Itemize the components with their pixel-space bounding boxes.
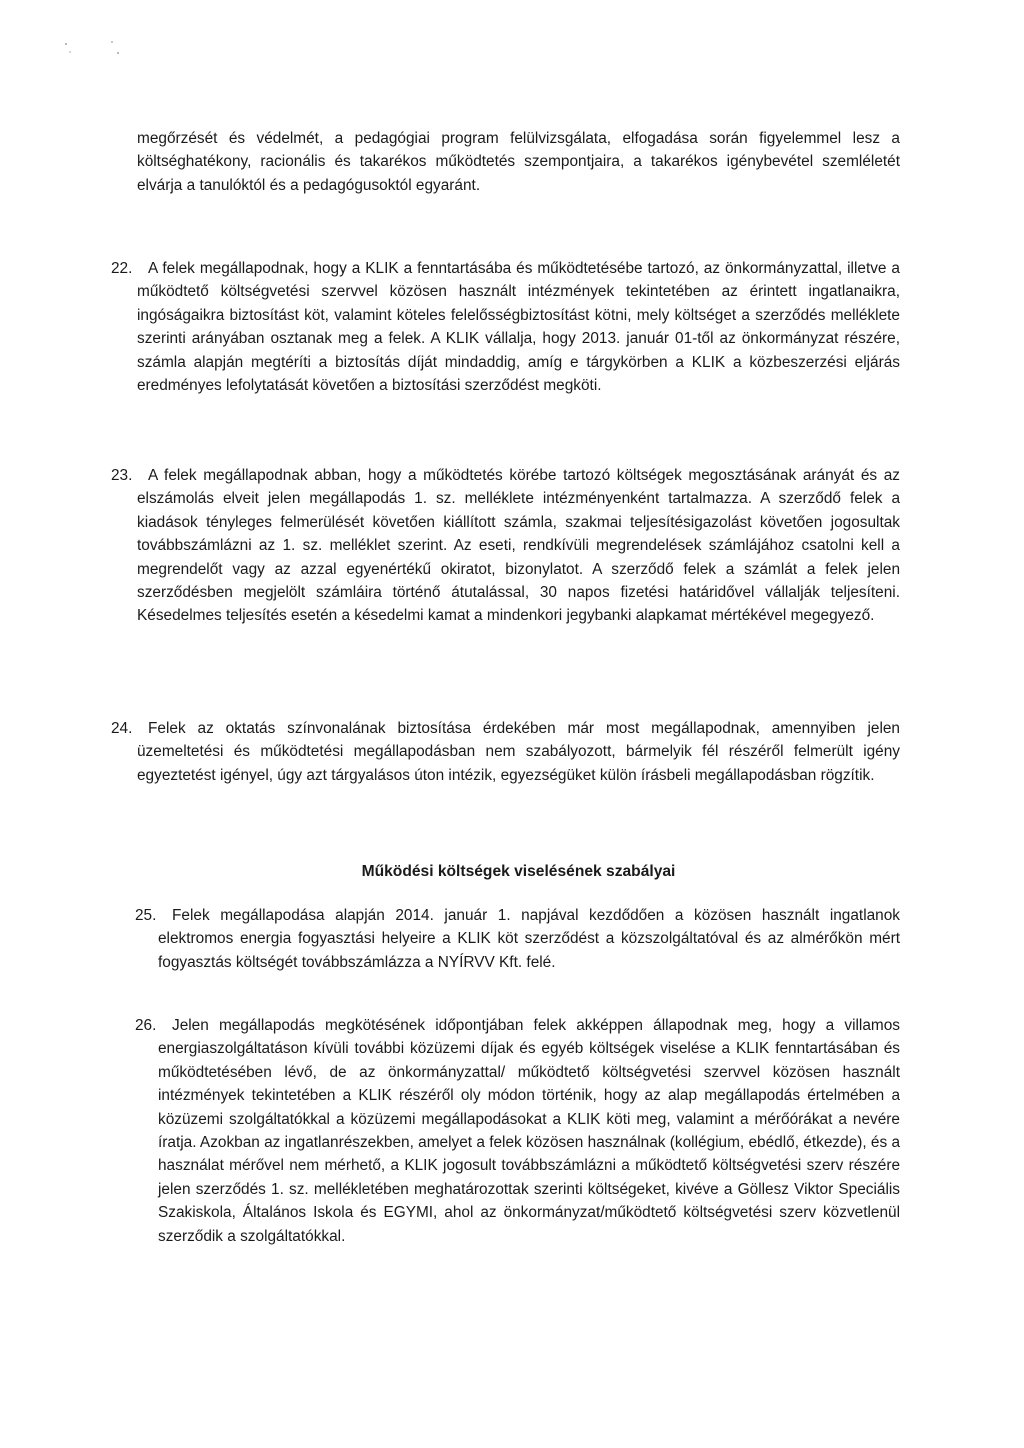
- item-number-22: 22.: [111, 260, 133, 277]
- scan-artifact-marks: [60, 38, 140, 58]
- item-number-24: 24.: [111, 720, 133, 737]
- item-text-26: Jelen megállapodás megkötésének időpontjában felek akképpen állapodnak meg, hogy a villamos energiaszolgáltatáson kívüli további közüzemi díjak és egyéb költségek viselése a KLIK fenntartásában és működtetésében lévő, de az önkormányzattal/ működtető költségvetési szervvel közösen használt intézmények tekintetében a KLIK részéről oly módon történik, hogy az alap megállapodás értelmében a közüzemi szolgáltatókkal a közüzemi megállapodásokat a KLIK köti meg, valamint a mérőórákat a nevére íratja. Azokban az ingatlanrészekben, amelyet a felek közösen használnak (kollégium, ebédlő, étkezde), és a használat mérővel nem mérhető, a KLIK jogosult továbbszámlázni a működtető költségvetési szerv részére jelen szerződés 1. sz. mellékletében meghatározottak szerinti költségeket, kivéve a Göllesz Viktor Speciális Szakiskola, Általános Iskola és EGYMI, ahol az önkormányzat/működtető költségvetési szerv közvetlenül szerződik a szolgáltatókkal.: [158, 1017, 900, 1245]
- item-text-22: A felek megállapodnak, hogy a KLIK a fenntartásába és működtetésébe tartozó, az önkormányzattal, illetve a működtető költségvetési szervvel közösen használt intézmények tekintetében az érintett ingatlanaikra, ingóságaikra biztosítást köt, valamint köteles felelősségbiztosítást kötni, mely költséget a szerződés melléklete szerinti arányában osztanak meg a felek. A KLIK vállalja, hogy 2013. január 01-től az önkormányzat részére, számla alapján megtéríti a biztosítás díját mindaddig, amíg e tárgykörben a KLIK a közbeszerzési eljárás eredményes lefolytatását követően a biztosítási szerződést megköti.: [137, 260, 900, 395]
- section-heading: Működési költségek viselésének szabályai: [361, 863, 676, 880]
- item-text-23: A felek megállapodnak abban, hogy a működtetés körébe tartozó költségek megosztásának arányát és az elszámolás elveit jelen megállapodás 1. sz. melléklete intézményenként tartalmazza. A szerződő felek a kiadások tényleges felmerülését követően kiállított számla, szakmai teljesítésigazolást követően jogosultak továbbszámlázni az 1. sz. melléklet szerint. Az eseti, rendkívüli megrendelések számlájához csatolni kell a megrendelőt vagy az azzal egyenértékű okiratot, bizonylatot. A szerződő felek a számlát a felek jelen szerződésben megjelölt számláira történő átutalással, 30 napos fizetési határidővel vállalják teljesíteni. Késedelmes teljesítés esetén a késedelmi kamat a mindenkori jegybanki alapkamat mértékével megegyező.: [137, 467, 900, 625]
- item-text-25: Felek megállapodása alapján 2014. január 1. napjával kezdődően a közösen használt ingatlanok elektromos energia fogyasztási helyeire a KLIK köt szerződést a közszolgáltatóval és az almérőkön mért fogyasztás költségét továbbszámlázza a NYÍRVV Kft. felé.: [158, 907, 900, 971]
- intro-paragraph: megőrzését és védelmét, a pedagógiai program felülvizsgálata, elfogadása során figyelemmel lesz a költséghatékony, racionális és takarékos működtetés szempontjaira, a takarékos igénybevétel szemléletét elvárja a tanulóktól és a pedagógusoktól egyaránt.: [137, 130, 900, 194]
- item-number-25: 25.: [135, 907, 157, 924]
- item-text-24: Felek az oktatás színvonalának biztosítása érdekében már most megállapodnak, amennyiben jelen üzemeltetési és működtetési megállapodásban nem szabályozott, bármelyik fél részéről felmerült igény egyeztetést igényel, úgy azt tárgyalásos úton intézik, egyezségüket külön írásbeli megállapodásban rögzítik.: [137, 720, 900, 784]
- item-number-26: 26.: [135, 1017, 157, 1034]
- item-number-23: 23.: [111, 467, 133, 484]
